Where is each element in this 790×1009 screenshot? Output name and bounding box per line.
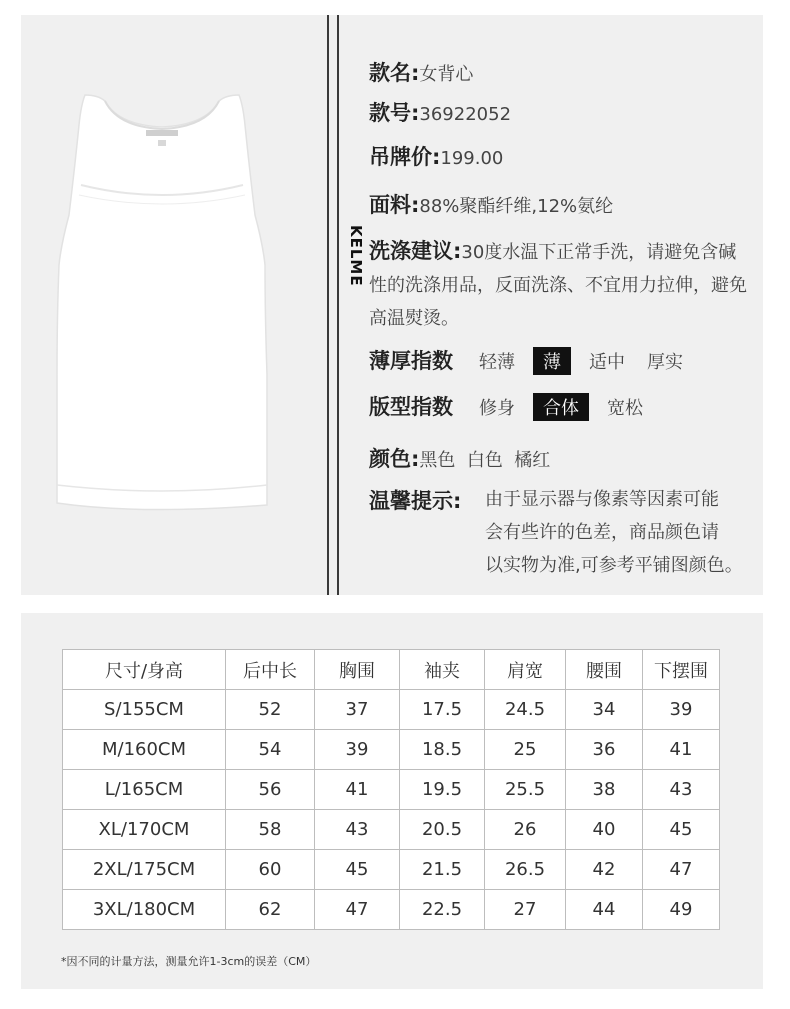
divider-line [327,15,329,595]
code-row: 款号:36922052 [369,101,512,125]
table-cell: XL/170CM [63,810,226,850]
fabric-value: 88%聚酯纤维,12%氨纶 [419,196,614,217]
thickness-option: 适中 [589,352,625,373]
table-cell: 39 [315,730,400,770]
table-cell: 2XL/175CM [63,850,226,890]
table-cell: 38 [566,770,643,810]
table-cell: 3XL/180CM [63,890,226,930]
table-cell: 47 [315,890,400,930]
tip-line: 以实物为准,可参考平铺图颜色。 [485,555,743,576]
thickness-option: 厚实 [647,352,683,373]
table-cell: 62 [226,890,315,930]
table-cell: 25.5 [485,770,566,810]
brand-strip [321,15,365,595]
table-cell: 42 [566,850,643,890]
name-row: 款名:女背心 [369,61,474,85]
price-value: 199.00 [440,148,504,169]
fit-options [475,397,661,419]
thickness-option: 轻薄 [479,352,515,373]
tank-top-image [21,15,321,595]
wash-advice: 洗涤建议:30度水温下正常手洗，请避免含碱性的洗涤用品，反面洗涤、不宜用力拉伸，避免高温熨烫。 [369,239,747,329]
divider-line [337,15,339,595]
fit-option: 修身 [479,398,515,419]
table-cell: 44 [566,890,643,930]
table-cell: 21.5 [400,850,485,890]
color-value: 黑色 白色 橘红 [419,450,551,471]
table-cell: 26 [485,810,566,850]
measurement-note: *因不同的计量方法，测量允许1-3cm的误差（CM） [61,955,317,968]
table-cell: S/155CM [63,690,226,730]
tip-text [485,483,785,582]
brand-logo: KELME [347,225,365,287]
tip-line: 由于显示器与像素等因素可能 [485,489,719,510]
table-cell: 36 [566,730,643,770]
table-cell: 52 [226,690,315,730]
table-row [63,770,720,810]
table-header-row [63,650,720,690]
table-header-cell: 尺寸/身高 [63,650,226,690]
size-chart-panel [21,613,763,989]
table-cell: 25 [485,730,566,770]
table-cell: 43 [315,810,400,850]
table-cell: 56 [226,770,315,810]
table-cell: 45 [315,850,400,890]
table-cell: 37 [315,690,400,730]
table-header-cell: 袖夹 [400,650,485,690]
table-cell: 27 [485,890,566,930]
table-cell: 41 [643,730,720,770]
table-row [63,890,720,930]
table-cell: 47 [643,850,720,890]
table-header-cell: 胸围 [315,650,400,690]
fit-row: 版型指数 修身 合体 宽松 [369,391,661,421]
table-row [63,730,720,770]
table-cell: 34 [566,690,643,730]
table-cell: 19.5 [400,770,485,810]
table-cell: 49 [643,890,720,930]
table-cell: 26.5 [485,850,566,890]
table-cell: 17.5 [400,690,485,730]
code-value: 36922052 [419,104,512,125]
table-cell: 43 [643,770,720,810]
table-cell: 54 [226,730,315,770]
table-cell: 22.5 [400,890,485,930]
table-row [63,810,720,850]
table-cell: M/160CM [63,730,226,770]
name-value: 女背心 [419,64,474,85]
table-header-cell: 下摆围 [643,650,720,690]
table-cell: 40 [566,810,643,850]
table-cell: 24.5 [485,690,566,730]
table-header-cell: 肩宽 [485,650,566,690]
table-header-cell: 后中长 [226,650,315,690]
size-table [62,649,720,930]
table-cell: 41 [315,770,400,810]
thickness-option: 薄 [533,347,571,375]
fit-option: 宽松 [607,398,643,419]
table-cell: 45 [643,810,720,850]
color-row: 颜色:黑色 白色 橘红 [369,447,551,471]
fabric-row: 面料:88%聚酯纤维,12%氨纶 [369,193,614,217]
thickness-options [475,351,701,373]
table-cell: 18.5 [400,730,485,770]
tip-line: 会有些许的色差，商品颜色请 [485,522,719,543]
table-row [63,690,720,730]
table-cell: 58 [226,810,315,850]
thickness-row: 薄厚指数 轻薄 薄 适中 厚实 [369,345,701,375]
table-cell: 20.5 [400,810,485,850]
table-cell: L/165CM [63,770,226,810]
wash-value: 30度水温下正常手洗，请避免含碱性的洗涤用品，反面洗涤、不宜用力拉伸，避免高温熨烫。 [369,242,747,329]
table-cell: 39 [643,690,720,730]
table-header-cell: 腰围 [566,650,643,690]
table-row [63,850,720,890]
price-row: 吊牌价:199.00 [369,145,504,169]
product-info-panel: KELME 款名:女背心 款号:36922052 吊牌价:199.00 面料:88%聚酯纤维,12%氨纶 洗涤建议:30度水温下正常手洗，请避免含碱性的洗涤用品，反面洗涤、不宜用力拉伸，避免高温熨烫。 薄厚指数 轻薄 薄 适中 厚实 版型指数 修身 合体 宽松 颜色:黑色 白色 橘红 温馨提示: 由于显示器与像素等因素可能 会有些许的色差，商品颜色请 以实物为准,可参考平铺图颜色。 [21,15,763,595]
fit-option: 合体 [533,393,589,421]
table-cell: 60 [226,850,315,890]
